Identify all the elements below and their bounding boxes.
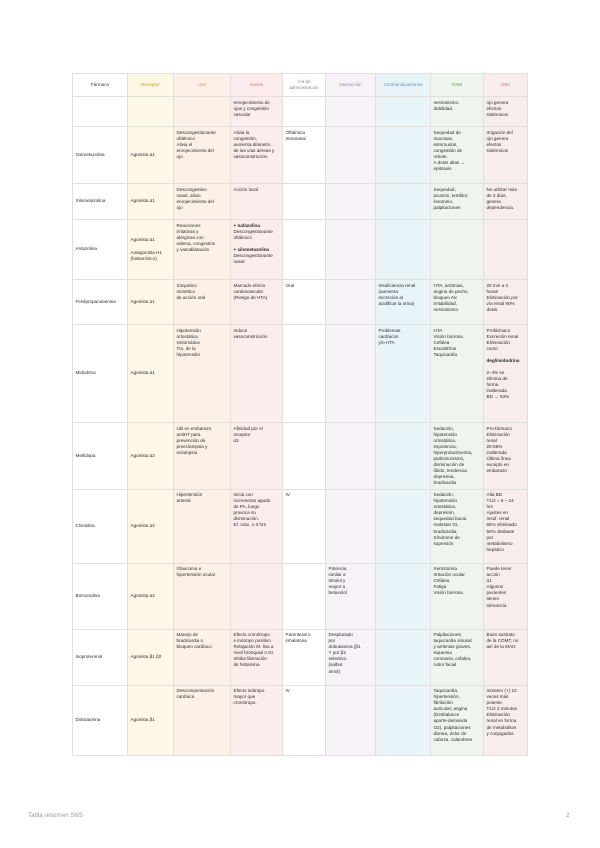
cell-interaccion: [326, 423, 376, 490]
cell-ram: nerviosismo, debilidad.: [431, 97, 484, 127]
table-row: [73, 325, 528, 423]
cell-interaccion: [326, 325, 376, 423]
cell-farmaco: Midodrina: [73, 325, 128, 423]
cell-interaccion: [326, 220, 376, 280]
cell-via: [283, 423, 326, 490]
table-row: [73, 685, 528, 755]
cell-contraindicaciones: [376, 127, 431, 184]
cell-accion: [231, 563, 283, 629]
cell-receptor: Agonista α2: [128, 563, 174, 629]
cell-ram: Palpitaciones, taquicardia sinusal y arritmias graves, isquemia coronaria, cefalea, rubor facial: [431, 629, 484, 685]
cell-accion: Efecto inótropo mayor que cronótropo.: [231, 685, 283, 755]
cell-uso: Útil en embarazo antiHT para prevención de preeclampsia y eclampsia: [174, 423, 231, 490]
cell-accion: enrojecimiento de ojos y congestión vascular: [231, 97, 283, 127]
cell-contraindicaciones: [376, 629, 431, 685]
cell-farmaco: Antazolina: [73, 220, 128, 280]
cell-ram: [431, 220, 484, 280]
cell-uso: Descompensación cardíaca: [174, 685, 231, 755]
cell-via: IV: [283, 489, 326, 563]
cell-contraindicaciones: [376, 220, 431, 280]
cell-accion: Efecto cronótropo e inótropo positivo Relajación M. lisa a nivel bronquial o GI Inhibe liberación de histamina: [231, 629, 283, 685]
cell-receptor: Agonista α1: [128, 184, 174, 220]
cell-accion: Afinidad por el receptor α2: [231, 423, 283, 490]
cell-otro: Alta BD T1/2 = 6 – 24 hrs Ajustes en Insuf. renal 65% eliminado 50% desbase por metabolismo hepático: [484, 489, 528, 563]
table-row: [73, 184, 528, 220]
cell-receptor: Agonista β1 β2: [128, 629, 174, 685]
page-number: 2: [566, 812, 570, 819]
cell-otro: 20 min a 3 horas Eliminación por vía renal 90% dosis.: [484, 280, 528, 325]
footer-title: Tabla resumen SNS: [28, 812, 84, 819]
col-header-via: Vía de administración: [283, 74, 326, 97]
cell-via: [283, 220, 326, 280]
cell-ram: Xerostomía Irritación ocular Cefalea Fatiga Visión borrosa: [431, 563, 484, 629]
cell-receptor: Agonista α2: [128, 423, 174, 490]
cell-via: [283, 325, 326, 423]
table-row: [73, 127, 528, 184]
col-header-contraindicaciones: Contraindicaciones: [376, 74, 431, 97]
cell-farmaco: Metildopa: [73, 423, 128, 490]
cell-otro: Pro-fármaco Eliminación renal 20-55% inalterada Última línea excepto en embarazo: [484, 423, 528, 490]
cell-via: Parenteral o inhalatoria: [283, 629, 326, 685]
cell-via: [283, 184, 326, 220]
cell-ram: Sedación, hipotensión ortostática, impotencia, hiperprolactinemia, parkinsonismo, disminución de líbido, tendencia depresiva, bradicardia: [431, 423, 484, 490]
cell-uso: Descongestionante oftálmico Alivia el enrojecimiento del ojo: [174, 127, 231, 184]
cell-receptor: Agonista β1: [128, 685, 174, 755]
cell-farmaco: Brimonidina: [73, 563, 128, 629]
cell-via: [283, 97, 326, 127]
cell-accion: Marcado efecto cardiovascular (Riesgo de HTA): [231, 280, 283, 325]
table-row: [73, 220, 528, 280]
cell-ram: Taquicardia, hipertensión, fibrilación auricular, angina (Desbalance aporte-demanda O2), palpitaciones disnea, dolor de cabeza, calambres: [431, 685, 484, 755]
cell-receptor: Agonista α1: [128, 280, 174, 325]
cell-interaccion: [326, 127, 376, 184]
col-header-interaccion: Interacción: [326, 74, 376, 97]
cell-otro: Buen sustrato de la COMT, no así de la MAO: [484, 629, 528, 685]
cell-uso: Glaucoma e hipertensión ocular: [174, 563, 231, 629]
cell-uso: Descongestivo nasal, alivio enrojecimiento del ojo: [174, 184, 231, 220]
cell-ram: HTA, arritmias, angina de pecho, bloqueo AV, irritabilidad, nerviosismo: [431, 280, 484, 325]
cell-interaccion: Desplazado por dobutamina (β1 Y por β2 selectivo (salbut amol): [326, 629, 376, 685]
cell-accion: Alivia la congestión, aumenta diámetro de las vías aéreas y vasoconstricción.: [231, 127, 283, 184]
col-header-farmaco: Fármaco: [73, 74, 128, 97]
cell-farmaco: Isoproterenol: [73, 629, 128, 685]
cell-uso: Reacciones irritativas y alérgicas con edema, congestión y vasodilatación: [174, 220, 231, 280]
cell-interaccion: [326, 685, 376, 755]
cell-contraindicaciones: [376, 489, 431, 563]
cell-receptor: Agonista α1: [128, 127, 174, 184]
cell-farmaco: Clonidina: [73, 489, 128, 563]
table-row: [73, 423, 528, 490]
cell-receptor: Agonista α2: [128, 489, 174, 563]
table-row: [73, 97, 528, 127]
cell-farmaco: [73, 97, 128, 127]
cell-accion: Inicia con incremento agudo de PA, luego provoca su disminución. Ef. máx. 1-3 hrs: [231, 489, 283, 563]
table-body: [73, 97, 528, 756]
table-row: [73, 489, 528, 563]
cell-contraindicaciones: [376, 97, 431, 127]
cell-farmaco: Oximetazolina: [73, 127, 128, 184]
cell-receptor: Agonista α1 Antagonista H1 (histamínico): [128, 220, 174, 280]
cell-contraindicaciones: Problemas cardíacos y/o HTA: [376, 325, 431, 423]
cell-accion: + nafazolina Descongestionante oftálmico + xilometazolina Descongestionante nasal: [231, 220, 283, 280]
header-row: [73, 74, 528, 97]
cell-otro: Irrigación del ojo genera efectos sistémicos: [484, 127, 528, 184]
cell-uso: Hipertensión arterial: [174, 489, 231, 563]
cell-otro: Puede tener acción α1 Algunos pacientes tienen tolerancia: [484, 563, 528, 629]
cell-accion: Induce vasoconstricción: [231, 325, 283, 423]
cell-contraindicaciones: [376, 184, 431, 220]
cell-via: Oftálmica Intranasal: [283, 127, 326, 184]
col-header-ram: RAM: [431, 74, 484, 97]
cell-via: [283, 563, 326, 629]
col-header-receptor: Receptor: [128, 74, 174, 97]
table-row: [73, 563, 528, 629]
table-row: [73, 280, 528, 325]
cell-ram: HTA Visión borrosa Cefalea Escalofríos Taquicardia: [431, 325, 484, 423]
cell-otro: ojo genera efectos sistémicos: [484, 97, 528, 127]
table-row: [73, 629, 528, 685]
cell-otro: No utilizar más de 3 días, genera dependencia.: [484, 184, 528, 220]
cell-ram: Sequedad, picazón, temblor, insomnio, palpitaciones: [431, 184, 484, 220]
cell-via: IV: [283, 685, 326, 755]
cell-ram: Sedación, hipotensión ortostática, depresión, sequedad bucal, malestar GI, bradicardia, Síndrome de supresión: [431, 489, 484, 563]
col-header-accion: Acción: [231, 74, 283, 97]
cell-uso: [174, 97, 231, 127]
cell-accion: Acción local: [231, 184, 283, 220]
cell-interaccion: Potencia similar a timolol y mayor a betaxolol: [326, 563, 376, 629]
cell-otro: Profármaco Excreción renal Eliminación como deglimidodrina 2–4% se elimina de forma inalterada. BD → 93%: [484, 325, 528, 423]
cell-uso: Manejo de bradicardia o bloqueo cardíaco: [174, 629, 231, 685]
col-header-otro: Otro: [484, 74, 528, 97]
cell-via: Oral: [283, 280, 326, 325]
cell-otro: Isómero (+) 10 veces más potente T1/2 2 minutos Eliminación renal en forma de metabolitos y conjugados: [484, 685, 528, 755]
sns-summary-table: [72, 73, 528, 756]
cell-uso: Hipotensión ortostática sintomática Tto. de la hipotensión: [174, 325, 231, 423]
cell-farmaco: Dobutamina: [73, 685, 128, 755]
cell-contraindicaciones: [376, 563, 431, 629]
col-header-uso: Uso: [174, 74, 231, 97]
cell-farmaco: Xilometazolina: [73, 184, 128, 220]
cell-ram: Sequedad de mucosas, estornudos, congestión de rebote. A dosis altas → epistaxis: [431, 127, 484, 184]
cell-contraindicaciones: Insuficiencia renal (aumenta excreción al acidificar la orina): [376, 280, 431, 325]
cell-interaccion: [326, 489, 376, 563]
cell-receptor: [128, 97, 174, 127]
cell-contraindicaciones: [376, 685, 431, 755]
cell-interaccion: [326, 184, 376, 220]
cell-receptor: Agonista α1: [128, 325, 174, 423]
cell-uso: Simpático mimético de acción oral: [174, 280, 231, 325]
cell-interaccion: [326, 280, 376, 325]
cell-contraindicaciones: [376, 423, 431, 490]
cell-interaccion: [326, 97, 376, 127]
cell-otro: [484, 220, 528, 280]
cell-farmaco: Fenilpropanolamina: [73, 280, 128, 325]
